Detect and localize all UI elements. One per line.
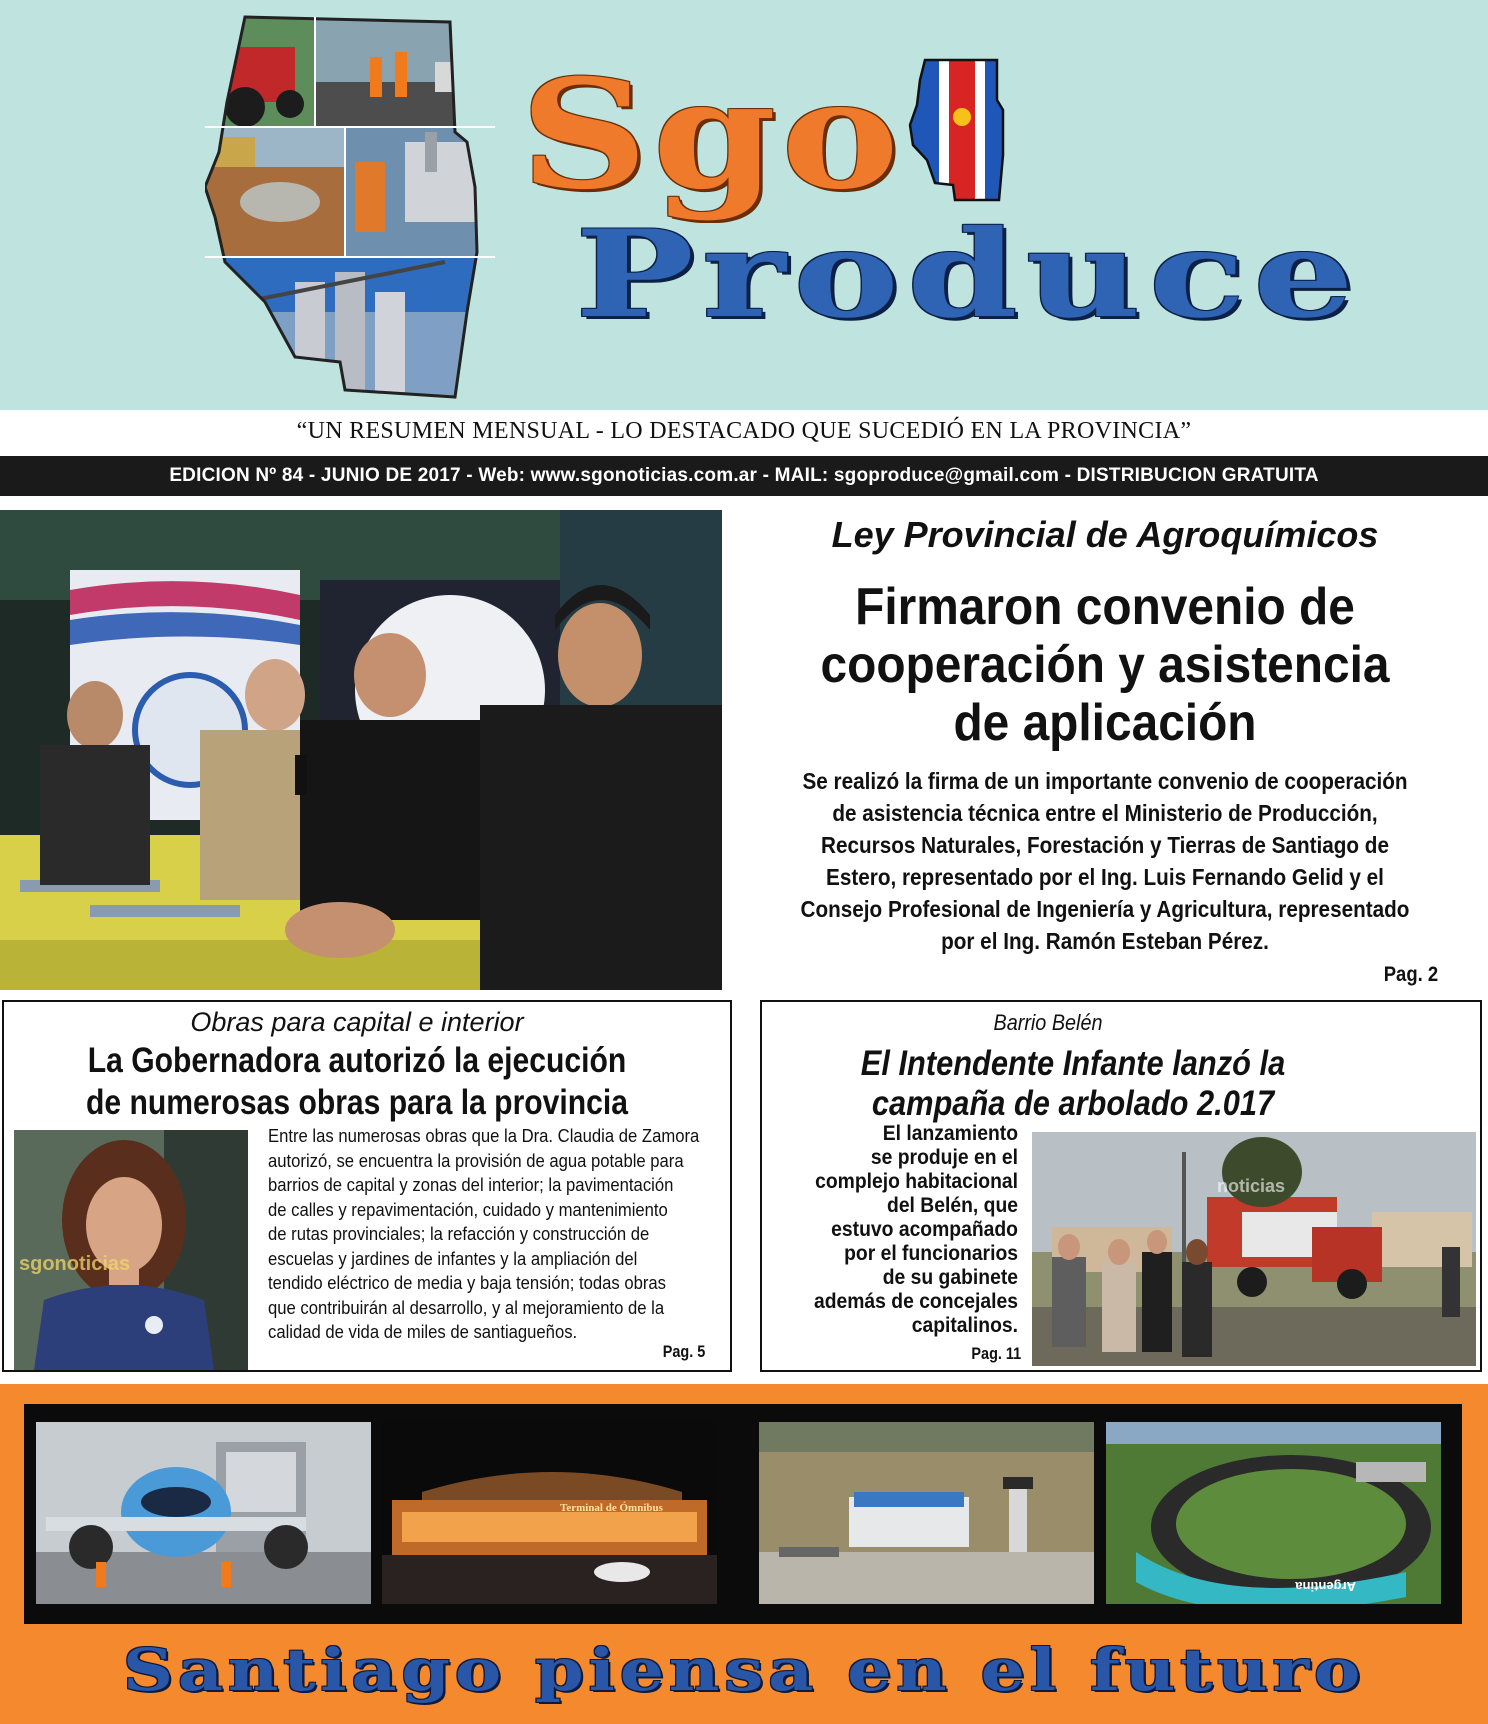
lead-body-line: Se realizó la firma de un importante convenio de cooperación — [802, 768, 1408, 794]
logo-produce: Produce — [575, 204, 1362, 345]
story-right-headline[interactable] — [760, 1044, 1391, 1124]
story-right-body-line: por el funcionarios — [844, 1242, 1018, 1265]
story-right-headline-line: El Intendente Infante lanzó la — [860, 1044, 1286, 1083]
email-link[interactable]: MAIL: sgoproduce@gmail.com — [774, 465, 1060, 486]
story-left-body-line: autorizó, se encuentra la provisión de agua potable para — [268, 1149, 684, 1171]
story-left-body-line: calidad de vida de miles de santiagueños. — [268, 1321, 578, 1342]
story-right-body-line: además de concejales — [813, 1290, 1018, 1313]
tagline: “UN RESUMEN MENSUAL - LO DESTACADO QUE SUCEDIÓ EN LA PROVINCIA” — [296, 418, 1192, 444]
story-right-body — [788, 1122, 1018, 1338]
story-left-headline-line: de numerosas obras para la provincia — [85, 1083, 629, 1122]
story-left-body — [268, 1124, 718, 1345]
story-left-page-ref[interactable]: Pag. 5 — [662, 1342, 706, 1361]
story-right-body-line: se produje en el — [870, 1146, 1018, 1169]
photo-watermark: noticias — [1217, 1176, 1286, 1196]
story-right-body-line: de su gabinete — [882, 1266, 1018, 1289]
province-flag-icon — [905, 55, 1005, 205]
lead-body-line: Consejo Profesional de Ingeniería y Agricultura, representado — [800, 896, 1410, 922]
lead-page-ref[interactable]: Pag. 2 — [1383, 963, 1439, 986]
photo-filmstrip — [24, 1404, 1462, 1624]
story-left-body-line: tendido eléctrico de media y baja tensión; todas obras — [268, 1272, 667, 1293]
story-right-body-line: estuvo acompañado — [831, 1218, 1018, 1241]
province-map-collage — [205, 12, 495, 402]
story-right-body-line: del Belén, que — [887, 1194, 1018, 1217]
website-link[interactable]: Web: www.sgonoticias.com.ar — [478, 465, 758, 486]
story-box-obras — [2, 1000, 732, 1372]
lead-body-line: Estero, representado por el Ing. Luis Fernando Gelid y el — [826, 864, 1384, 890]
lead-body-line: por el Ing. Ramón Esteban Pérez. — [941, 928, 1269, 954]
story-left-body-line: barrios de capital y zonas del interior; la pavimentación — [268, 1174, 674, 1195]
masthead — [0, 0, 1488, 410]
slogan: Santiago piensa en el futuro — [122, 1636, 1366, 1704]
governor-portrait-photo — [14, 1130, 248, 1370]
lead-kicker: Ley Provincial de Agroquímicos — [831, 514, 1379, 555]
lead-headline-line: de aplicación — [953, 694, 1257, 752]
story-left-body-line: de rutas provinciales; la refacción y construcción de — [268, 1223, 650, 1244]
separator: - — [1059, 465, 1077, 486]
airport-aerial-photo — [759, 1422, 1094, 1604]
story-right-kicker: Barrio Belén — [993, 1010, 1103, 1035]
distribution-note: DISTRIBUCION GRATUITA — [1076, 465, 1319, 486]
lead-body-line: de asistencia técnica entre el Ministerio de Producción, — [832, 800, 1378, 826]
photo-watermark: sgonoticias — [19, 1253, 131, 1275]
terminal-sign: Terminal de Ómnibus — [560, 1502, 663, 1514]
separator: - — [460, 465, 479, 486]
race-circuit-photo — [1106, 1422, 1441, 1604]
tree-campaign-photo — [1032, 1132, 1476, 1366]
story-left-body-line: escuelas y jardines de infantes y la ampliación del — [268, 1247, 638, 1269]
story-box-arbolado — [760, 1000, 1482, 1372]
lead-headline-line: Firmaron convenio de — [855, 578, 1355, 636]
lead-body-line: Recursos Naturales, Forestación y Tierras de Santiago de — [821, 832, 1389, 858]
lead-headline[interactable] — [760, 578, 1450, 752]
lead-photo-signing-ceremony — [0, 510, 722, 990]
logo-sgo: Sgo — [520, 47, 904, 223]
bottom-banner — [0, 1384, 1488, 1724]
separator: - — [757, 465, 775, 486]
lead-body — [768, 765, 1443, 957]
edition-number: EDICION Nº 84 - JUNIO DE 2017 — [169, 465, 461, 486]
story-right-body-line: complejo habitacional — [815, 1170, 1018, 1193]
story-right-page-ref[interactable]: Pag. 11 — [971, 1344, 1022, 1363]
story-left-headline-line: La Gobernadora autorizó la ejecución — [87, 1041, 627, 1080]
story-right-headline-line: campaña de arbolado 2.017 — [871, 1084, 1275, 1123]
story-left-body-line: Entre las numerosas obras que la Dra. Claudia de Zamora — [268, 1125, 700, 1146]
lead-headline-line: cooperación y asistencia — [820, 636, 1390, 694]
bus-terminal-photo — [382, 1422, 717, 1604]
edition-bar — [0, 456, 1488, 496]
story-right-body-line: El lanzamiento — [882, 1122, 1018, 1145]
airport-plane-photo — [36, 1422, 371, 1604]
story-left-body-line: que contribuirán al desarrollo, y al mejoramiento de la — [268, 1296, 665, 1318]
story-left-body-line: de calles y repavimentación, cuidado y mantenimiento — [268, 1198, 668, 1220]
story-right-body-line: capitalinos. — [911, 1314, 1018, 1337]
story-left-headline[interactable] — [43, 1040, 671, 1124]
track-branding: Argentina — [1295, 1579, 1356, 1594]
story-left-kicker: Obras para capital e interior — [190, 1007, 524, 1037]
